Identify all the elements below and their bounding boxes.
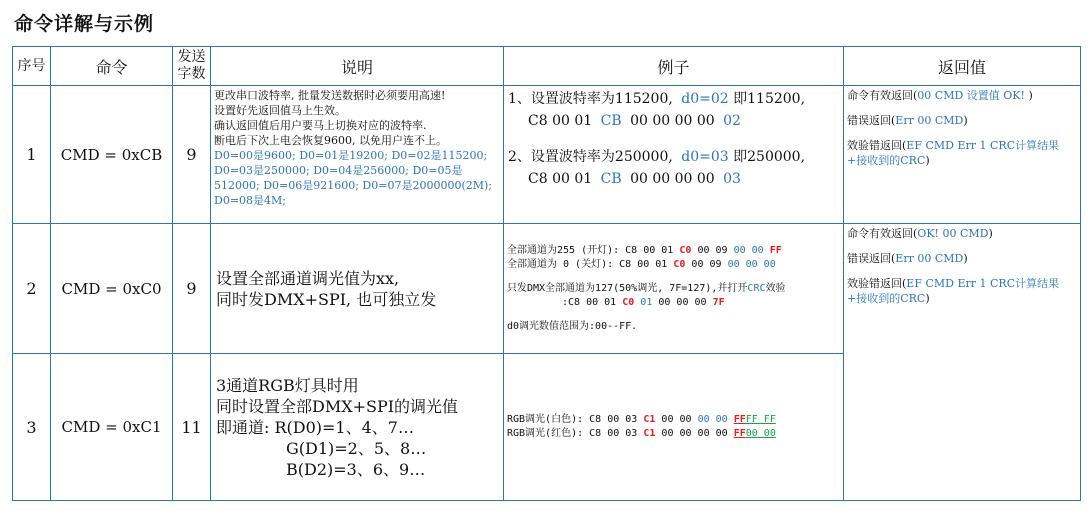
return-crc-error [847, 138, 1077, 168]
hex-r: FF [733, 428, 746, 439]
page-title: 命令详解与示例 [14, 13, 155, 35]
hex-text: 00 00 00 00 [661, 428, 728, 439]
row-example [504, 86, 844, 224]
spacer [508, 132, 839, 146]
row-command: CMD = 0xCB [51, 86, 173, 224]
hex-text: 全部通道为255 (开灯): C8 00 01 [507, 244, 674, 256]
example-line [507, 413, 840, 427]
hex-crc: 01 [640, 296, 653, 308]
desc-line: 更改串口波特率, 批量发送数据时必须要用高速! [214, 89, 446, 102]
hex-cmd: C0 [622, 296, 635, 308]
hex-value: FF [769, 244, 782, 256]
spacer [847, 103, 1077, 113]
hex-cmd: C1 [643, 428, 656, 439]
return-label: ) [988, 227, 993, 240]
return-ok [847, 88, 1077, 103]
spacer [847, 266, 1077, 276]
return-value: Err 00 CMD [895, 114, 964, 127]
return-label: 效验错返回( [847, 277, 907, 290]
hex-text: 00 00 00 00 [630, 113, 715, 129]
return-value: 00 CMD 设置值 OK! [917, 89, 1029, 102]
row-description [211, 86, 504, 224]
spacer [847, 241, 1077, 251]
desc-line: 同时发DMX+SPI, 也可独立发 [216, 289, 437, 309]
hex-text: 00 00 00 00 [630, 171, 715, 187]
hex-r: FF [733, 414, 746, 425]
hex-cmd: C1 [643, 414, 656, 425]
desc-line: 同时设置全部DMX+SPI的调光值 [216, 396, 459, 416]
return-error [847, 113, 1077, 128]
example-hex [508, 110, 839, 132]
return-value: Err 00 CMD [895, 252, 964, 265]
return-value: EF CMD Err 1 CRC计算结果+接收到的CRC [847, 277, 1060, 305]
hex-cmd: C0 [673, 258, 686, 270]
example-text: 即115200, [733, 91, 806, 107]
spacer [847, 128, 1077, 138]
row-command: CMD = 0xC1 [51, 354, 173, 501]
example-hex [508, 168, 839, 190]
hex-text: 00 09 [697, 244, 728, 256]
example-text: 只发DMX全部通道为127(50%调光, 7F=127),并打开 [507, 282, 748, 294]
example-line [507, 427, 840, 441]
row-bytes: 9 [173, 86, 211, 224]
return-ok [847, 226, 1077, 241]
spacer [507, 310, 840, 320]
return-label: ) [925, 154, 930, 167]
example-line: d0调光数值范围为:00--FF. [507, 320, 638, 332]
return-label: ) [963, 114, 968, 127]
example-line [507, 258, 840, 272]
hex-d0: 02 [723, 113, 741, 129]
return-label: ) [925, 292, 930, 305]
example-line [508, 88, 839, 110]
command-table-wrapper [12, 46, 1080, 501]
example-line [508, 146, 839, 168]
header-return: 返回值 [844, 47, 1081, 86]
return-value: OK! 00 CMD [917, 227, 989, 240]
command-table [12, 46, 1081, 501]
return-label: 命令有效返回( [847, 89, 918, 102]
row-description [211, 354, 504, 501]
desc-line: 断电后下次上电会恢复9600, 以免用户连不上。 [214, 134, 447, 147]
example-text: 2、设置波特率为250000, [508, 149, 673, 165]
header-index: 序号 [13, 47, 51, 86]
header-bytes: 发送字数 [173, 47, 211, 86]
header-command: 命令 [51, 47, 173, 86]
desc-line: B(D2)=3、6、9… [286, 459, 426, 479]
example-text: 效验 [765, 282, 786, 294]
desc-baud-list: D0=00是9600; D0=01是19200; D0=02是115200; D0=03是250000; D0=04是256000; D0=05是512000; D0=06是921600; D0=07是2000000(2M); D0=08是4M; [214, 149, 492, 207]
return-error [847, 251, 1077, 266]
example-line [507, 244, 840, 258]
return-value: EF CMD Err 1 CRC计算结果+接收到的CRC [847, 139, 1060, 167]
example-d0: d0=03 [681, 149, 729, 165]
hex-gb: FF FF [745, 414, 776, 425]
hex-text: :C8 00 01 [562, 296, 617, 308]
return-label: 错误返回( [847, 114, 896, 127]
hex-text: 00 00 [733, 244, 764, 256]
row-bytes: 9 [173, 224, 211, 354]
row-index: 3 [13, 354, 51, 501]
row-return [844, 86, 1081, 224]
hex-cmd: C0 [679, 244, 692, 256]
row-bytes: 11 [173, 354, 211, 501]
desc-line: G(D1)=2、5、8… [286, 438, 427, 458]
hex-text: 00 00 00 [727, 258, 776, 270]
hex-text: 全部通道为 0 (关灯): C8 00 01 [507, 258, 668, 270]
hex-text: C8 00 01 [528, 113, 593, 129]
row-example [504, 354, 844, 501]
return-label: 命令有效返回( [847, 227, 918, 240]
hex-cmd: CB [600, 171, 622, 187]
hex-text: RGB调光(红色): C8 00 03 [507, 428, 638, 439]
table-row [13, 86, 1081, 224]
row-description [211, 224, 504, 354]
example-hex [507, 296, 840, 310]
hex-text: C8 00 01 [528, 171, 593, 187]
hex-text: 00 09 [691, 258, 722, 270]
spacer [507, 272, 840, 282]
desc-line: 即通道: R(D0)=1、4、7… [216, 417, 414, 437]
return-crc-error [847, 276, 1077, 306]
row-index: 2 [13, 224, 51, 354]
example-text: 1、设置波特率为115200, [508, 91, 673, 107]
return-label: ) [963, 252, 968, 265]
hex-text: 00 00 [661, 414, 692, 425]
hex-text: 00 00 [697, 414, 728, 425]
example-d0: d0=02 [681, 91, 729, 107]
desc-line: 确认返回值后用户要马上切换对应的波特率. [214, 119, 427, 132]
hex-text: RGB调光(白色): C8 00 03 [507, 414, 638, 425]
hex-value: 7F [712, 296, 725, 308]
example-crc: CRC [747, 282, 766, 294]
row-return [844, 224, 1081, 501]
return-label: 效验错返回( [847, 139, 907, 152]
example-text: 即250000, [733, 149, 806, 165]
header-example: 例子 [504, 47, 844, 86]
hex-gb: 00 00 [745, 428, 776, 439]
row-command: CMD = 0xC0 [51, 224, 173, 354]
desc-line: 设置全部通道调光值为xx, [216, 268, 400, 288]
header-row [13, 47, 1081, 86]
table-row [13, 224, 1081, 354]
desc-line: 设置好先返回值马上生效。 [214, 104, 346, 117]
row-example [504, 224, 844, 354]
example-line [507, 282, 840, 296]
return-label: 错误返回( [847, 252, 896, 265]
row-index: 1 [13, 86, 51, 224]
return-label: ) [1028, 89, 1033, 102]
hex-d0: 03 [723, 171, 741, 187]
header-desc: 说明 [211, 47, 504, 86]
desc-line: 3通道RGB灯具时用 [216, 375, 359, 395]
hex-text: 00 00 00 [658, 296, 707, 308]
hex-cmd: CB [600, 113, 622, 129]
